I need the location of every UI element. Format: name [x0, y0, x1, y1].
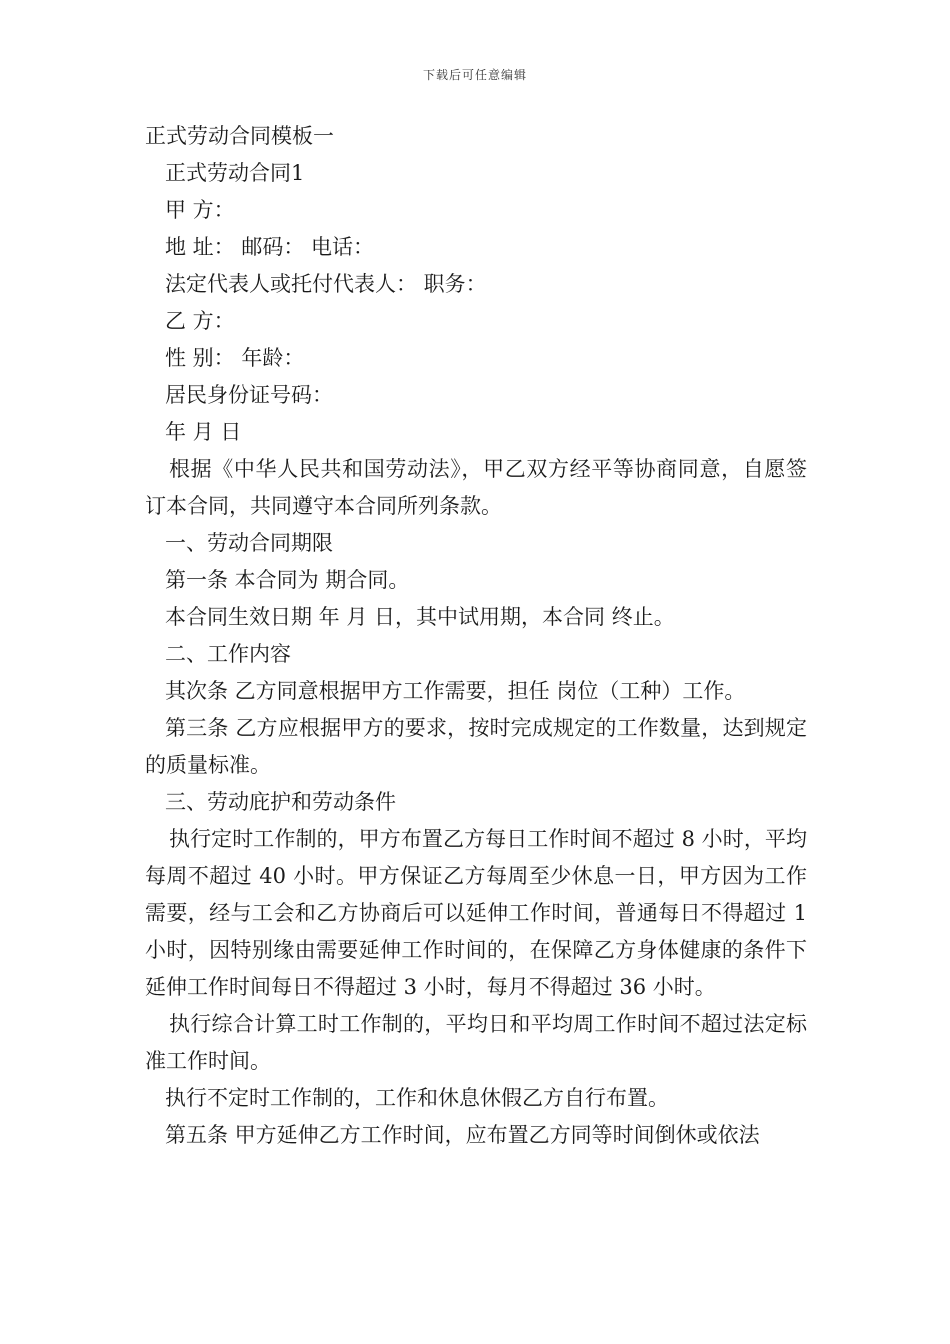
paragraph-article-2: 其次条 乙方同意根据甲方工作需要，担任 岗位（工种）工作。 [165, 679, 746, 703]
section-heading-term: 一、劳动合同期限 [165, 531, 333, 555]
paragraph-effective-date: 本合同生效日期 年 月 日，其中试用期，本合同 终止。 [165, 605, 675, 629]
paragraph-preamble: 根据《中华人民共和国劳动法》，甲乙双方经平等协商同意，自愿签订本合同，共同遵守本合同所列条款。 [145, 457, 807, 518]
document-title: 正式劳动合同模板一 [145, 124, 334, 148]
header-note: 下载后可任意编辑 [422, 68, 527, 82]
paragraph-comprehensive-hours: 执行综合计算工时工作制的，平均日和平均周工作时间不超过法定标准工作时间。 [145, 1012, 807, 1073]
paragraph-representative: 法定代表人或托付代表人： 职务： [165, 272, 487, 296]
paragraph-date: 年 月 日 [165, 420, 242, 444]
paragraph-address: 地 址： 邮码： 电话： [165, 235, 375, 259]
paragraph-flexible-hours: 执行不定时工作制的，工作和休息休假乙方自行布置。 [165, 1086, 669, 1110]
paragraph-id-number: 居民身份证号码： [165, 383, 333, 407]
paragraph-fixed-hours: 执行定时工作制的，甲方布置乙方每日工作时间不超过 8 小时，平均每周不超过 40 小时。甲方保证乙方每周至少休息一日，甲方因为工作需要，经与工会和乙方协商后可以延伸工作时间，普通每日不得超过 1 小时，因特别缘由需要延伸工作时间的，在保障乙方身体健康的条件下延伸工作时间每日不得超过 3 小时，每月不得超过 36 小时。 [145, 827, 807, 999]
paragraph-article-5: 第五条 甲方延伸乙方工作时间，应布置乙方同等时间倒休或依法 [165, 1123, 760, 1147]
document-body [145, 118, 807, 1154]
paragraph-party-b: 乙 方： [165, 309, 235, 333]
paragraph-gender-age: 性 别： 年龄： [165, 346, 305, 370]
paragraph-article-3: 第三条 乙方应根据甲方的要求，按时完成规定的工作数量，达到规定的质量标准。 [145, 716, 807, 777]
paragraph-article-1: 第一条 本合同为 期合同。 [165, 568, 410, 592]
section-heading-protection: 三、劳动庇护和劳动条件 [165, 790, 396, 814]
paragraph-party-a: 甲 方： [165, 198, 235, 222]
section-heading-work: 二、工作内容 [165, 642, 291, 666]
paragraph-contract-name: 正式劳动合同1 [165, 161, 305, 185]
